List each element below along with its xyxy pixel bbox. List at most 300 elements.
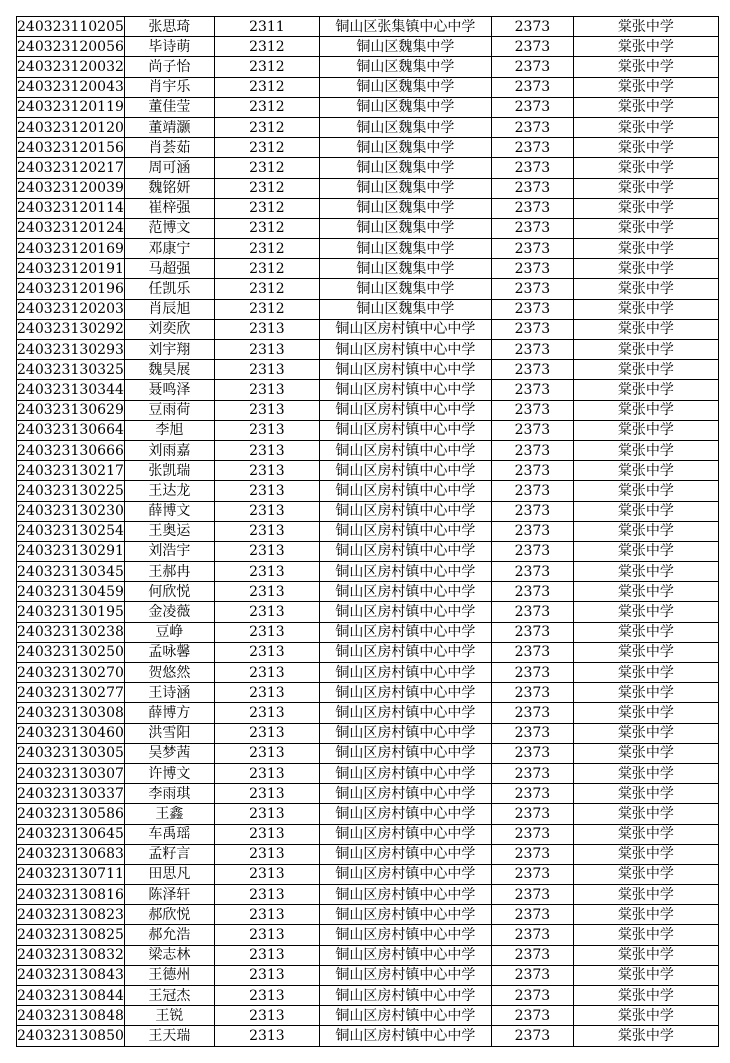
student-table-body	[17, 17, 719, 1047]
target-school-cell: 棠张中学	[573, 380, 718, 400]
school-code-cell: 2373	[491, 501, 573, 521]
student-name-cell: 崔梓强	[124, 198, 214, 218]
class-code-cell: 2313	[214, 965, 319, 985]
exam-id-cell: 240323130308	[17, 703, 125, 723]
school-code-cell: 2373	[491, 481, 573, 501]
table-row	[17, 17, 719, 37]
school-name-cell: 铜山区魏集中学	[319, 97, 491, 117]
table-row	[17, 582, 719, 602]
school-code-cell: 2373	[491, 400, 573, 420]
class-code-cell: 2313	[214, 905, 319, 925]
school-code-cell: 2373	[491, 239, 573, 259]
school-name-cell: 铜山区魏集中学	[319, 178, 491, 198]
table-row	[17, 824, 719, 844]
school-name-cell: 铜山区房村镇中心中学	[319, 461, 491, 481]
school-name-cell: 铜山区张集镇中心中学	[319, 17, 491, 37]
school-code-cell: 2373	[491, 925, 573, 945]
school-name-cell: 铜山区魏集中学	[319, 218, 491, 238]
school-name-cell: 铜山区房村镇中心中学	[319, 683, 491, 703]
student-name-cell: 王鑫	[124, 804, 214, 824]
exam-id-cell: 240323120056	[17, 37, 125, 57]
target-school-cell: 棠张中学	[573, 864, 718, 884]
target-school-cell: 棠张中学	[573, 925, 718, 945]
target-school-cell: 棠张中学	[573, 481, 718, 501]
school-code-cell: 2373	[491, 763, 573, 783]
student-table	[16, 16, 719, 1047]
school-name-cell: 铜山区房村镇中心中学	[319, 340, 491, 360]
class-code-cell: 2312	[214, 77, 319, 97]
target-school-cell: 棠张中学	[573, 340, 718, 360]
school-code-cell: 2373	[491, 259, 573, 279]
school-code-cell: 2373	[491, 77, 573, 97]
target-school-cell: 棠张中学	[573, 602, 718, 622]
class-code-cell: 2313	[214, 481, 319, 501]
student-name-cell: 车禹瑶	[124, 824, 214, 844]
student-name-cell: 许博文	[124, 763, 214, 783]
school-name-cell: 铜山区房村镇中心中学	[319, 885, 491, 905]
school-name-cell: 铜山区房村镇中心中学	[319, 521, 491, 541]
exam-id-cell: 240323130832	[17, 945, 125, 965]
school-name-cell: 铜山区房村镇中心中学	[319, 1026, 491, 1046]
exam-id-cell: 240323130460	[17, 723, 125, 743]
school-code-cell: 2373	[491, 138, 573, 158]
school-code-cell: 2373	[491, 642, 573, 662]
school-code-cell: 2373	[491, 319, 573, 339]
exam-id-cell: 240323130292	[17, 319, 125, 339]
table-row	[17, 481, 719, 501]
student-name-cell: 薛博方	[124, 703, 214, 723]
class-code-cell: 2313	[214, 380, 319, 400]
class-code-cell: 2313	[214, 642, 319, 662]
student-name-cell: 李旭	[124, 420, 214, 440]
student-name-cell: 刘雨嘉	[124, 440, 214, 460]
exam-id-cell: 240323130225	[17, 481, 125, 501]
class-code-cell: 2313	[214, 804, 319, 824]
class-code-cell: 2313	[214, 340, 319, 360]
class-code-cell: 2312	[214, 57, 319, 77]
target-school-cell: 棠张中学	[573, 521, 718, 541]
student-name-cell: 刘宇翔	[124, 340, 214, 360]
school-name-cell: 铜山区魏集中学	[319, 279, 491, 299]
student-name-cell: 王冠杰	[124, 986, 214, 1006]
table-row	[17, 37, 719, 57]
exam-id-cell: 240323130344	[17, 380, 125, 400]
student-name-cell: 刘浩宇	[124, 541, 214, 561]
student-name-cell: 刘奕欣	[124, 319, 214, 339]
exam-id-cell: 240323120114	[17, 198, 125, 218]
student-name-cell: 何欣悦	[124, 582, 214, 602]
table-row	[17, 340, 719, 360]
class-code-cell: 2313	[214, 925, 319, 945]
exam-id-cell: 240323120217	[17, 158, 125, 178]
class-code-cell: 2313	[214, 420, 319, 440]
target-school-cell: 棠张中学	[573, 804, 718, 824]
exam-id-cell: 240323120043	[17, 77, 125, 97]
school-name-cell: 铜山区房村镇中心中学	[319, 642, 491, 662]
class-code-cell: 2312	[214, 158, 319, 178]
school-code-cell: 2373	[491, 380, 573, 400]
target-school-cell: 棠张中学	[573, 885, 718, 905]
exam-id-cell: 240323130250	[17, 642, 125, 662]
table-row	[17, 622, 719, 642]
school-code-cell: 2373	[491, 945, 573, 965]
school-code-cell: 2373	[491, 965, 573, 985]
class-code-cell: 2313	[214, 1006, 319, 1026]
table-row	[17, 77, 719, 97]
exam-id-cell: 240323130238	[17, 622, 125, 642]
class-code-cell: 2312	[214, 218, 319, 238]
school-name-cell: 铜山区房村镇中心中学	[319, 784, 491, 804]
table-row	[17, 763, 719, 783]
exam-id-cell: 240323130325	[17, 360, 125, 380]
school-code-cell: 2373	[491, 541, 573, 561]
table-row	[17, 420, 719, 440]
table-row	[17, 945, 719, 965]
school-name-cell: 铜山区房村镇中心中学	[319, 602, 491, 622]
class-code-cell: 2313	[214, 703, 319, 723]
school-name-cell: 铜山区房村镇中心中学	[319, 541, 491, 561]
target-school-cell: 棠张中学	[573, 905, 718, 925]
exam-id-cell: 240323120203	[17, 299, 125, 319]
class-code-cell: 2312	[214, 259, 319, 279]
school-code-cell: 2373	[491, 885, 573, 905]
table-row	[17, 239, 719, 259]
exam-id-cell: 240323130230	[17, 501, 125, 521]
school-code-cell: 2373	[491, 340, 573, 360]
student-name-cell: 王锐	[124, 1006, 214, 1026]
exam-id-cell: 240323130850	[17, 1026, 125, 1046]
school-name-cell: 铜山区房村镇中心中学	[319, 622, 491, 642]
table-row	[17, 703, 719, 723]
target-school-cell: 棠张中学	[573, 965, 718, 985]
table-row	[17, 804, 719, 824]
target-school-cell: 棠张中学	[573, 279, 718, 299]
table-row	[17, 642, 719, 662]
school-name-cell: 铜山区房村镇中心中学	[319, 360, 491, 380]
school-code-cell: 2373	[491, 178, 573, 198]
exam-id-cell: 240323120120	[17, 117, 125, 137]
school-name-cell: 铜山区房村镇中心中学	[319, 905, 491, 925]
student-name-cell: 陈泽轩	[124, 885, 214, 905]
target-school-cell: 棠张中学	[573, 562, 718, 582]
school-code-cell: 2373	[491, 37, 573, 57]
target-school-cell: 棠张中学	[573, 440, 718, 460]
school-name-cell: 铜山区房村镇中心中学	[319, 945, 491, 965]
target-school-cell: 棠张中学	[573, 37, 718, 57]
exam-id-cell: 240323130711	[17, 864, 125, 884]
target-school-cell: 棠张中学	[573, 299, 718, 319]
class-code-cell: 2313	[214, 360, 319, 380]
class-code-cell: 2313	[214, 582, 319, 602]
table-row	[17, 723, 719, 743]
school-code-cell: 2373	[491, 279, 573, 299]
school-name-cell: 铜山区魏集中学	[319, 77, 491, 97]
target-school-cell: 棠张中学	[573, 945, 718, 965]
school-name-cell: 铜山区房村镇中心中学	[319, 1006, 491, 1026]
class-code-cell: 2312	[214, 198, 319, 218]
exam-id-cell: 240323130664	[17, 420, 125, 440]
school-name-cell: 铜山区房村镇中心中学	[319, 420, 491, 440]
table-row	[17, 885, 719, 905]
student-name-cell: 聂鸣泽	[124, 380, 214, 400]
school-name-cell: 铜山区房村镇中心中学	[319, 864, 491, 884]
student-name-cell: 王奥运	[124, 521, 214, 541]
class-code-cell: 2313	[214, 541, 319, 561]
target-school-cell: 棠张中学	[573, 17, 718, 37]
student-name-cell: 田思凡	[124, 864, 214, 884]
target-school-cell: 棠张中学	[573, 784, 718, 804]
exam-id-cell: 240323130825	[17, 925, 125, 945]
table-row	[17, 541, 719, 561]
school-code-cell: 2373	[491, 299, 573, 319]
target-school-cell: 棠张中学	[573, 501, 718, 521]
exam-id-cell: 240323120119	[17, 97, 125, 117]
target-school-cell: 棠张中学	[573, 1026, 718, 1046]
class-code-cell: 2313	[214, 461, 319, 481]
student-name-cell: 郝允浩	[124, 925, 214, 945]
target-school-cell: 棠张中学	[573, 400, 718, 420]
table-row	[17, 743, 719, 763]
table-row	[17, 602, 719, 622]
exam-id-cell: 240323130217	[17, 461, 125, 481]
school-name-cell: 铜山区房村镇中心中学	[319, 582, 491, 602]
exam-id-cell: 240323130291	[17, 541, 125, 561]
table-row	[17, 178, 719, 198]
target-school-cell: 棠张中学	[573, 218, 718, 238]
school-name-cell: 铜山区魏集中学	[319, 198, 491, 218]
student-name-cell: 魏昊展	[124, 360, 214, 380]
target-school-cell: 棠张中学	[573, 723, 718, 743]
class-code-cell: 2313	[214, 723, 319, 743]
student-name-cell: 肖荟茹	[124, 138, 214, 158]
student-name-cell: 吴梦茜	[124, 743, 214, 763]
school-code-cell: 2373	[491, 582, 573, 602]
school-name-cell: 铜山区房村镇中心中学	[319, 804, 491, 824]
table-row	[17, 986, 719, 1006]
class-code-cell: 2313	[214, 663, 319, 683]
table-row	[17, 319, 719, 339]
school-name-cell: 铜山区魏集中学	[319, 117, 491, 137]
school-code-cell: 2373	[491, 420, 573, 440]
student-name-cell: 邓康宁	[124, 239, 214, 259]
school-code-cell: 2373	[491, 683, 573, 703]
school-name-cell: 铜山区魏集中学	[319, 299, 491, 319]
school-code-cell: 2373	[491, 57, 573, 77]
student-name-cell: 张凯瑞	[124, 461, 214, 481]
class-code-cell: 2313	[214, 562, 319, 582]
student-name-cell: 周可涵	[124, 158, 214, 178]
table-row	[17, 57, 719, 77]
class-code-cell: 2313	[214, 319, 319, 339]
school-code-cell: 2373	[491, 562, 573, 582]
target-school-cell: 棠张中学	[573, 703, 718, 723]
school-name-cell: 铜山区房村镇中心中学	[319, 723, 491, 743]
exam-id-cell: 240323130277	[17, 683, 125, 703]
target-school-cell: 棠张中学	[573, 158, 718, 178]
student-name-cell: 洪雪阳	[124, 723, 214, 743]
school-name-cell: 铜山区房村镇中心中学	[319, 986, 491, 1006]
target-school-cell: 棠张中学	[573, 582, 718, 602]
table-row	[17, 259, 719, 279]
class-code-cell: 2312	[214, 239, 319, 259]
target-school-cell: 棠张中学	[573, 259, 718, 279]
student-name-cell: 王天瑞	[124, 1026, 214, 1046]
table-row	[17, 400, 719, 420]
exam-id-cell: 240323120191	[17, 259, 125, 279]
school-name-cell: 铜山区房村镇中心中学	[319, 844, 491, 864]
exam-id-cell: 240323130293	[17, 340, 125, 360]
student-name-cell: 薛博文	[124, 501, 214, 521]
exam-id-cell: 240323120196	[17, 279, 125, 299]
school-code-cell: 2373	[491, 440, 573, 460]
exam-id-cell: 240323130629	[17, 400, 125, 420]
school-code-cell: 2373	[491, 97, 573, 117]
school-code-cell: 2373	[491, 1006, 573, 1026]
target-school-cell: 棠张中学	[573, 198, 718, 218]
school-code-cell: 2373	[491, 158, 573, 178]
table-row	[17, 138, 719, 158]
table-row	[17, 97, 719, 117]
target-school-cell: 棠张中学	[573, 461, 718, 481]
table-row	[17, 461, 719, 481]
school-code-cell: 2373	[491, 905, 573, 925]
table-row	[17, 380, 719, 400]
table-row	[17, 562, 719, 582]
table-row	[17, 440, 719, 460]
school-code-cell: 2373	[491, 804, 573, 824]
table-row	[17, 663, 719, 683]
table-row	[17, 683, 719, 703]
exam-id-cell: 240323130459	[17, 582, 125, 602]
student-name-cell: 张思琦	[124, 17, 214, 37]
class-code-cell: 2313	[214, 1026, 319, 1046]
school-name-cell: 铜山区房村镇中心中学	[319, 925, 491, 945]
target-school-cell: 棠张中学	[573, 97, 718, 117]
school-name-cell: 铜山区房村镇中心中学	[319, 400, 491, 420]
student-name-cell: 马超强	[124, 259, 214, 279]
student-name-cell: 梁志林	[124, 945, 214, 965]
class-code-cell: 2313	[214, 521, 319, 541]
school-code-cell: 2373	[491, 218, 573, 238]
student-name-cell: 李雨琪	[124, 784, 214, 804]
class-code-cell: 2313	[214, 784, 319, 804]
target-school-cell: 棠张中学	[573, 824, 718, 844]
table-row	[17, 784, 719, 804]
school-code-cell: 2373	[491, 663, 573, 683]
school-name-cell: 铜山区房村镇中心中学	[319, 319, 491, 339]
target-school-cell: 棠张中学	[573, 663, 718, 683]
student-name-cell: 董靖灏	[124, 117, 214, 137]
school-code-cell: 2373	[491, 864, 573, 884]
table-row	[17, 965, 719, 985]
exam-id-cell: 240323120156	[17, 138, 125, 158]
exam-id-cell: 240323130844	[17, 986, 125, 1006]
school-name-cell: 铜山区魏集中学	[319, 57, 491, 77]
school-code-cell: 2373	[491, 360, 573, 380]
school-name-cell: 铜山区房村镇中心中学	[319, 501, 491, 521]
student-name-cell: 豆峥	[124, 622, 214, 642]
student-name-cell: 贺悠然	[124, 663, 214, 683]
exam-id-cell: 240323130337	[17, 784, 125, 804]
school-name-cell: 铜山区房村镇中心中学	[319, 440, 491, 460]
exam-id-cell: 240323130645	[17, 824, 125, 844]
target-school-cell: 棠张中学	[573, 642, 718, 662]
target-school-cell: 棠张中学	[573, 844, 718, 864]
target-school-cell: 棠张中学	[573, 138, 718, 158]
school-name-cell: 铜山区房村镇中心中学	[319, 380, 491, 400]
class-code-cell: 2312	[214, 37, 319, 57]
school-name-cell: 铜山区房村镇中心中学	[319, 763, 491, 783]
student-name-cell: 金凌薇	[124, 602, 214, 622]
target-school-cell: 棠张中学	[573, 117, 718, 137]
table-row	[17, 905, 719, 925]
table-row	[17, 1026, 719, 1046]
exam-id-cell: 240323130666	[17, 440, 125, 460]
exam-id-cell: 240323130586	[17, 804, 125, 824]
student-name-cell: 王郝冉	[124, 562, 214, 582]
target-school-cell: 棠张中学	[573, 57, 718, 77]
class-code-cell: 2313	[214, 683, 319, 703]
exam-id-cell: 240323130307	[17, 763, 125, 783]
class-code-cell: 2313	[214, 945, 319, 965]
target-school-cell: 棠张中学	[573, 178, 718, 198]
school-code-cell: 2373	[491, 703, 573, 723]
target-school-cell: 棠张中学	[573, 1006, 718, 1026]
exam-id-cell: 240323120039	[17, 178, 125, 198]
exam-id-cell: 240323120124	[17, 218, 125, 238]
student-name-cell: 孟籽言	[124, 844, 214, 864]
school-name-cell: 铜山区房村镇中心中学	[319, 703, 491, 723]
class-code-cell: 2312	[214, 178, 319, 198]
class-code-cell: 2313	[214, 440, 319, 460]
target-school-cell: 棠张中学	[573, 360, 718, 380]
student-name-cell: 范博文	[124, 218, 214, 238]
student-name-cell: 王诗涵	[124, 683, 214, 703]
class-code-cell: 2312	[214, 97, 319, 117]
student-name-cell: 肖宇乐	[124, 77, 214, 97]
target-school-cell: 棠张中学	[573, 622, 718, 642]
school-code-cell: 2373	[491, 17, 573, 37]
student-name-cell: 王达龙	[124, 481, 214, 501]
class-code-cell: 2313	[214, 763, 319, 783]
table-row	[17, 279, 719, 299]
school-code-cell: 2373	[491, 117, 573, 137]
exam-id-cell: 240323130270	[17, 663, 125, 683]
student-name-cell: 孟咏馨	[124, 642, 214, 662]
table-row	[17, 864, 719, 884]
class-code-cell: 2311	[214, 17, 319, 37]
student-name-cell: 尚子怡	[124, 57, 214, 77]
school-name-cell: 铜山区房村镇中心中学	[319, 965, 491, 985]
exam-id-cell: 240323120032	[17, 57, 125, 77]
school-name-cell: 铜山区魏集中学	[319, 239, 491, 259]
school-name-cell: 铜山区魏集中学	[319, 158, 491, 178]
exam-id-cell: 240323120169	[17, 239, 125, 259]
class-code-cell: 2313	[214, 501, 319, 521]
exam-id-cell: 240323130843	[17, 965, 125, 985]
table-row	[17, 299, 719, 319]
school-code-cell: 2373	[491, 622, 573, 642]
exam-id-cell: 240323130816	[17, 885, 125, 905]
school-code-cell: 2373	[491, 986, 573, 1006]
school-name-cell: 铜山区魏集中学	[319, 259, 491, 279]
class-code-cell: 2313	[214, 622, 319, 642]
exam-id-cell: 240323130848	[17, 1006, 125, 1026]
school-name-cell: 铜山区房村镇中心中学	[319, 663, 491, 683]
class-code-cell: 2312	[214, 279, 319, 299]
table-row	[17, 198, 719, 218]
student-name-cell: 王德州	[124, 965, 214, 985]
